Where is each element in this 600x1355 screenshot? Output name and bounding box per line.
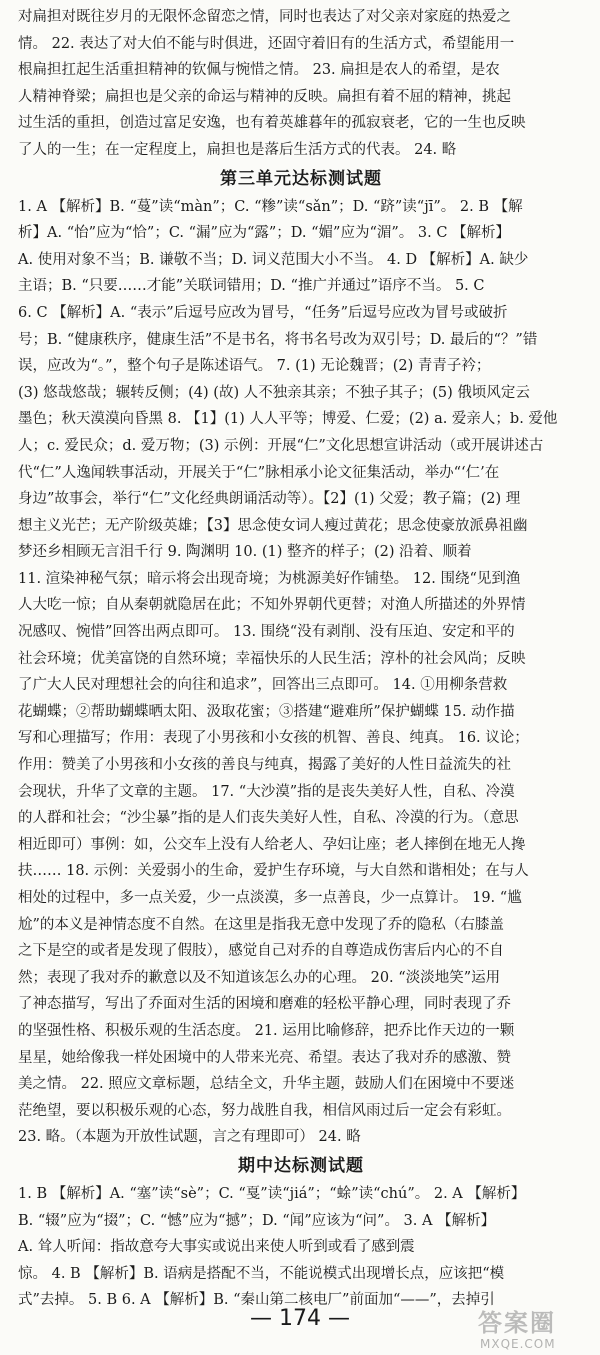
text-line: B. “辍”应为“掇”；C. “憾”应为“撼”；D. “闻”应该为“问”。 3. A 【解析】 [18,1212,496,1229]
text-line: 惊。 4. B 【解析】B. 语病是搭配不当，不能说模式出现增长点，应该把“模 [18,1265,505,1282]
section-title-unit3: 第三单元达标测试题 [220,168,382,189]
watermark-url: MXQE.COM [480,1337,556,1351]
text-line: 相处的过程中，多一点关爱，少一点淡漠，多一点善良，少一点算计。 19. “尴 [18,890,522,906]
text-line: 11. 渲染神秘气氛；暗示将会出现奇境；为桃源美好作铺垫。 12. 围绕“见到渔 [18,570,521,587]
text-line: (3) 悠哉悠哉；辗转反侧；(4) (故) 人不独亲其亲；不独子其子；(5) 俄顷风定云 [18,384,530,401]
text-line: 然；表现了我对乔的歉意以及不知道该怎么办的心理。 20. “淡淡地笑”运用 [18,969,501,986]
text-line: 尬”的本义是神情态度不自然。在这里是指我无意中发现了乔的隐私（右膝盖 [18,916,504,933]
text-line: 茫绝望，要以积极乐观的心态，努力战胜自我，相信风雨过后一定会有彩虹。 [18,1102,511,1119]
text-line: A. 使用对象不当；B. 谦敬不当；D. 词义范围大小不当。 4. D 【解析】A. 缺少 [18,251,529,268]
answer-block-prev-unit [18,4,584,164]
text-line: 作用：赞美了小男孩和小女孩的善良与纯真，揭露了美好的人性日益流失的社 [18,757,511,774]
answer-block-unit3 [18,194,584,1151]
text-line: 代“仁”人逸闻轶事活动，开展关于“仁”脉相承小论文征集活动，举办“‘仁’在 [18,464,500,481]
text-line: 况感叹、惋惜”回答出两点即可。 13. 围绕“没有剥削、没有压迫、安定和平的 [18,624,515,641]
text-line: 花蝴蝶；②帮助蝴蝶晒太阳、汲取花蜜；③搭建“避难所”保护蝴蝶 15. 动作描 [18,703,515,720]
text-line: 之下是空的或者是发现了假肢），感觉自己对乔的自尊造成伤害后内心的不自 [18,943,504,960]
text-line: 的坚强性格、积极乐观的生活态度。 21. 运用比喻修辞，把乔比作天边的一颗 [18,1022,515,1039]
text-line: 情。 22. 表达了对大伯不能与时俱进，还固守着旧有的生活方式，希望能用一 [18,35,515,52]
text-line: 想主义光芒；无产阶级英雄；【3】思念使女词人瘦过黄花；思念使豪放派鼻祖幽 [18,517,528,534]
text-line: 23. 略。（本题为开放性试题，言之有理即可） 24. 略 [18,1129,361,1146]
text-line: 人大吃一惊；自从秦朝就隐居在此；不知外界朝代更替；对渔人所描述的外界情 [18,597,526,614]
text-line: 了人的一生；在一定程度上，扁担也是落后生活方式的代表。 24. 略 [18,141,457,158]
text-line: 梦还乡相顾无言泪千行 9. 陶渊明 10. (1) 整齐的样子；(2) 沿着、顺着 [18,544,472,561]
text-line: 了广大人民对理想社会的向往和追求”，回答出三点即可。 14. ①用柳条营救 [18,677,508,694]
text-line: 扶…… 18. 示例：关爱弱小的生命，爱护生存环境，与大自然和谐相处；在与人 [18,863,529,880]
text-line: 式”去掉。 5. B 6. A 【解析】B. “秦山第二核电厂”前面加“——”，去掉引 [18,1292,495,1309]
text-line: 过生活的重担，创造过富足安逸，也有着英雄暮年的孤寂衰老，它的一生也反映 [18,115,526,132]
watermark-logo-text: 答案圈 [478,1309,556,1337]
text-line: 社会环境；优美富饶的自然环境；幸福快乐的人民生活；淳朴的社会风尚；反映 [18,650,526,667]
text-line: 墨色；秋天漠漠向昏黑 8. 【1】(1) 人人平等；博爱、仁爱；(2) a. 爱亲人；b. 爱他 [18,411,558,428]
text-line: 会现状，升华了文章的主题。 17. “大沙漠”指的是丧失美好人性，自私、冷漠 [18,783,515,800]
text-line: 的人群和社会；“沙尘暴”指的是人们丧失美好人性，自私、冷漠的行为。（意思 [18,810,519,827]
page-number: — 174 — [250,1306,350,1331]
section-title-midterm: 期中达标测试题 [238,1155,364,1176]
answer-block-midterm [18,1181,584,1314]
text-line: 身边”故事会，举行“仁”文化经典朗诵活动等）。【2】(1) 父爱；教子篇；(2) 理 [18,491,521,508]
text-line: 星星，她给像我一样处困境中的人带来光亮、希望。表达了我对乔的感激、赞 [18,1049,511,1066]
text-line: A. 耸人听闻：指故意夸大事实或说出来使人听到或看了感到震 [18,1239,415,1256]
text-line: 主语；B. “只要……才能”关联词错用；D. “推广并通过”语序不当。 5. C [18,278,485,295]
answer-content [18,4,584,1314]
text-line: 6. C 【解析】A. “表示”后逗号应改为冒号，“任务”后逗号应改为冒号或破折 [18,304,508,321]
text-line: 根扁担扛起生活重担精神的钦佩与惋惜之情。 23. 扁担是农人的希望，是农 [18,62,500,79]
text-line: 误，应改为“。”，整个句子是陈述语气。 7. (1) 无论魏晋；(2) 青青子衿； [18,358,491,375]
text-line: 1. B 【解析】A. “塞”读“sè”；C. “戛”读“jiá”；“蜍”读“chú”。 2. A 【解析】 [18,1185,526,1202]
text-line: 美之情。 22. 照应文章标题，总结全文，升华主题，鼓励人们在困境中不要迷 [18,1076,515,1093]
watermark-logo [474,1303,594,1353]
text-line: 写和心理描写；作用：表现了小男孩和小女孩的机智、善良、纯真。 16. 议论； [18,730,529,747]
text-line: 人；c. 爱民众；d. 爱万物；(3) 示例：开展“仁”文化思想宣讲活动（或开展讲述古 [18,437,544,454]
text-line: 了神态描写，写出了乔面对生活的困境和磨难的轻松平静心理，同时表现了乔 [18,996,511,1013]
text-line: 析】A. “怡”应为“恰”；C. “漏”应为“露”；D. “媚”应为“湄”。 3. C 【解析】 [18,225,511,242]
text-line: 相近即可）事例：如，公交车上没有人给老人、孕妇让座；老人摔倒在地无人搀 [18,836,526,853]
text-line: 号；B. “健康秩序，健康生活”不是书名，将书名号改为双引号；D. 最后的“？”错 [18,331,538,348]
text-line: 人精神脊梁；扁担也是父亲的命运与精神的反映。扁担有着不屈的精神，挑起 [18,88,511,105]
text-line: 对扁担对既往岁月的无限怀念留恋之情，同时也表达了对父亲对家庭的热爱之 [18,9,511,25]
text-line: 1. A 【解析】B. “蔓”读“màn”；C. “糁”读“sǎn”；D. “跻”读“jī”。 2. B 【解 [18,198,523,215]
